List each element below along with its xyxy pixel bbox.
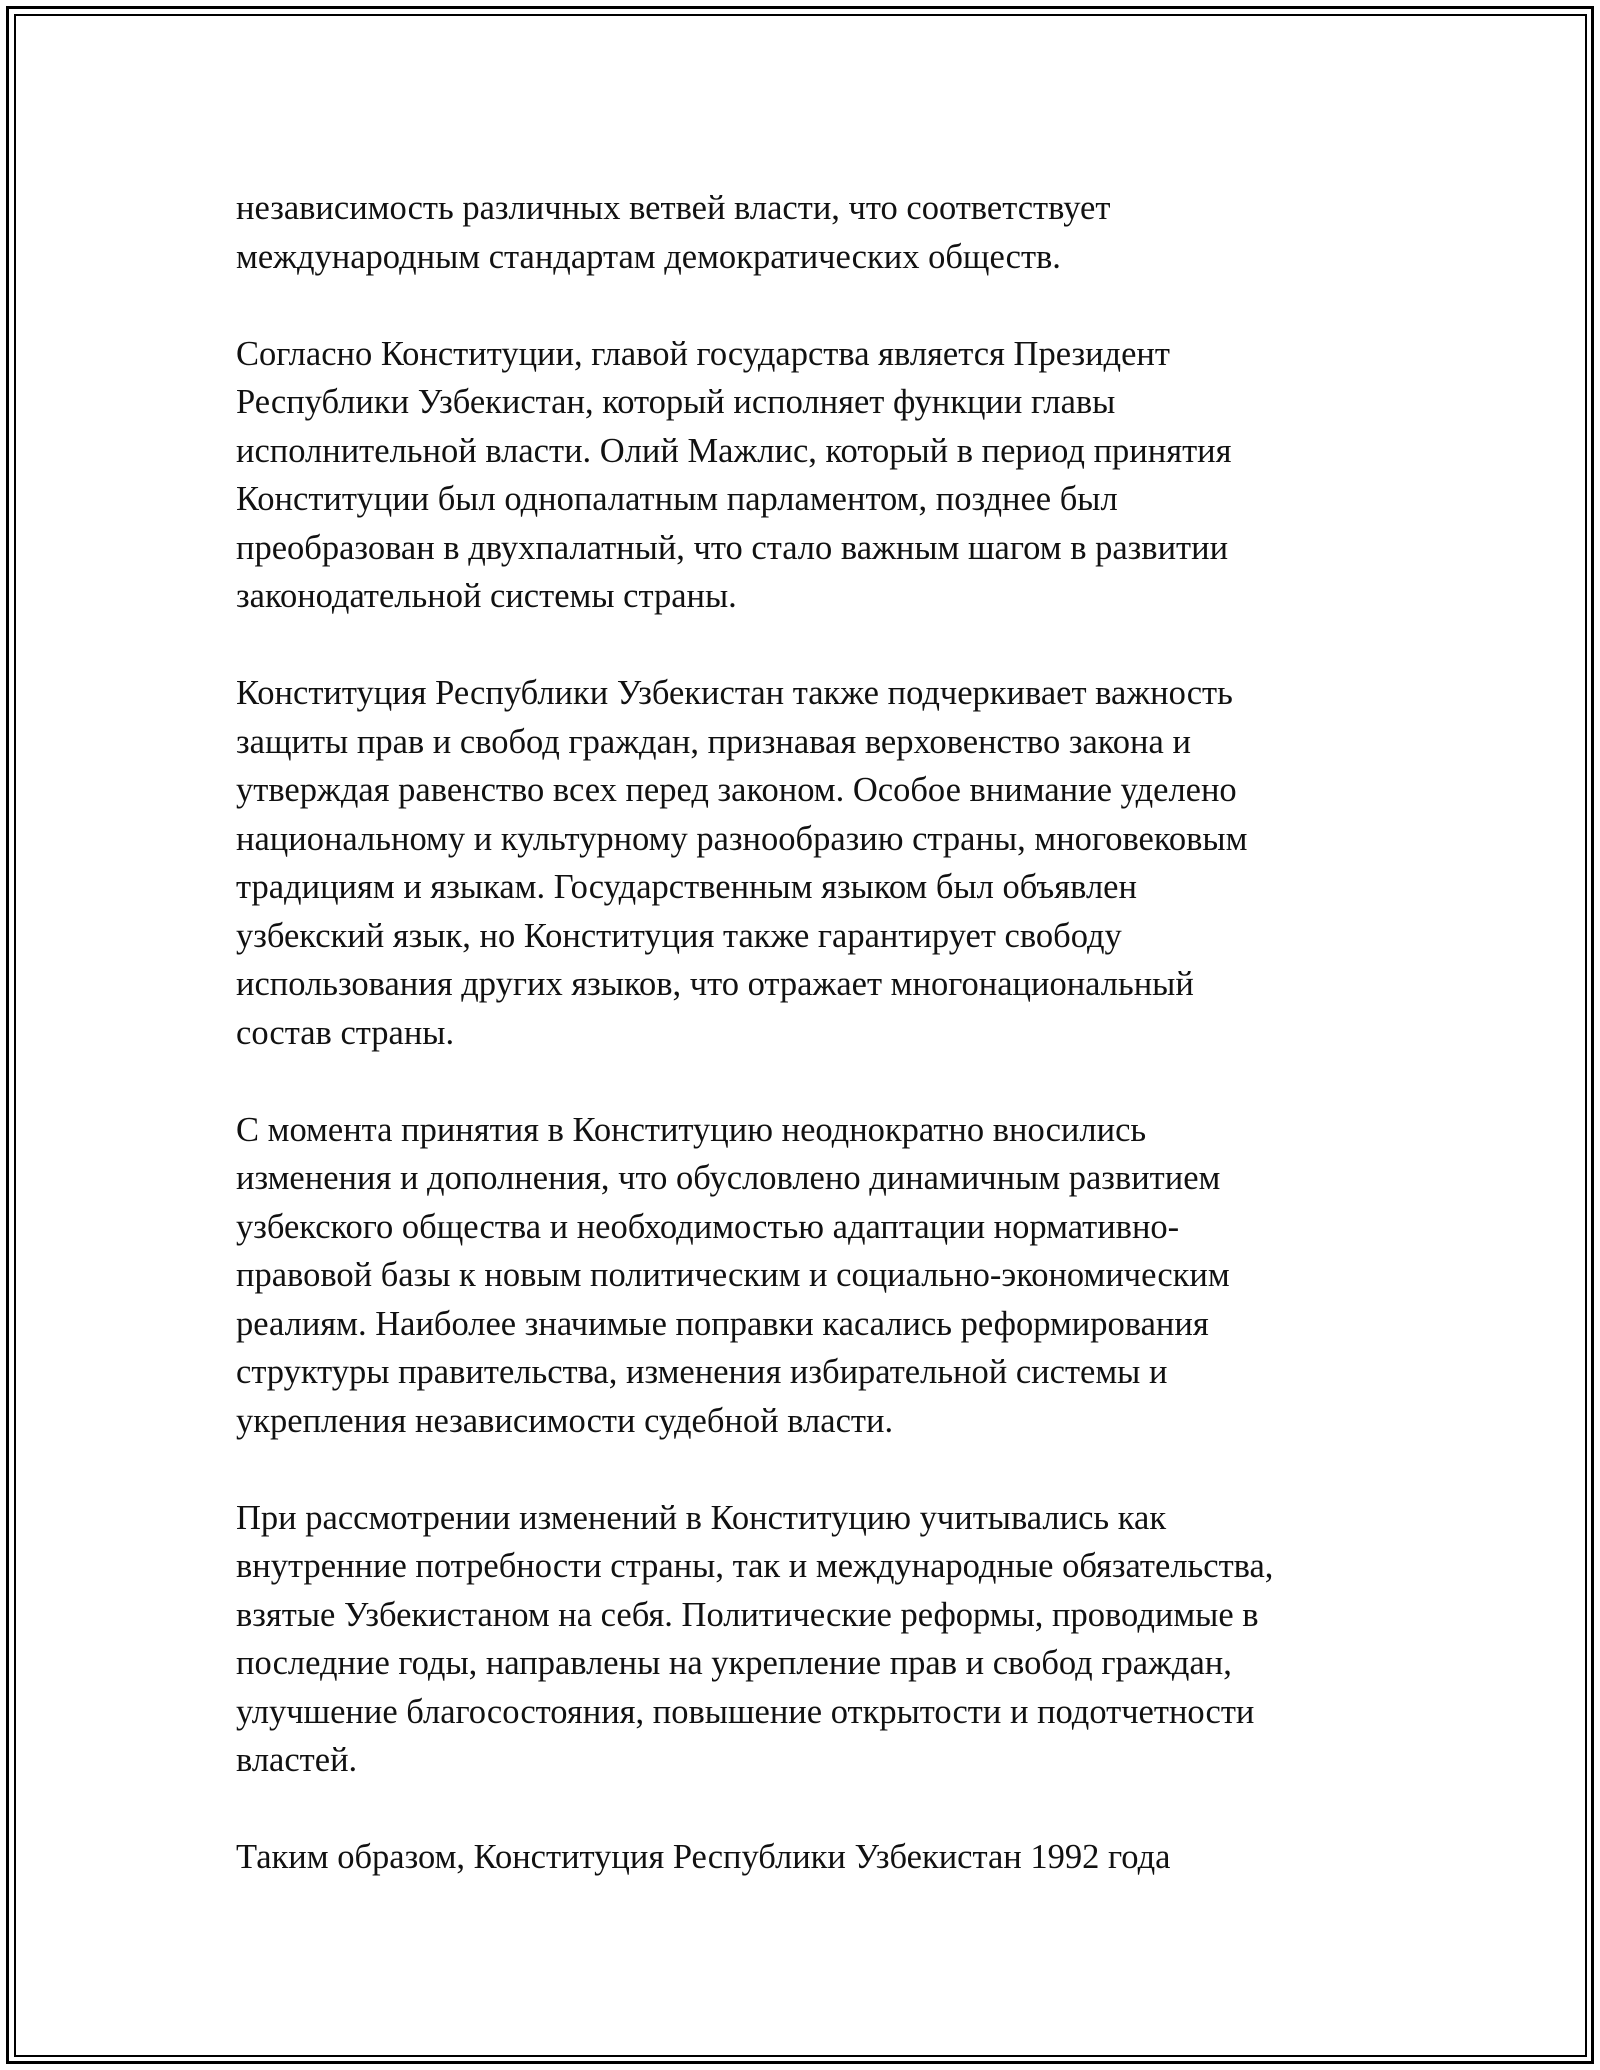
text-line: Согласно Конституции, главой государства является Президент [236,334,1170,373]
text-line: взятые Узбекистаном на себя. Политические реформы, проводимые в [236,1595,1259,1634]
text-line: внутренние потребности страны, так и международные обязательства, [236,1547,1274,1585]
text-line: международным стандартам демократических обществ. [236,237,1061,276]
text-line: изменения и дополнения, что обусловлено динамичным развитием [236,1159,1221,1197]
paragraph [236,669,1366,1057]
text-line: Конституции был однопалатным парламентом, позднее был [236,480,1118,518]
text-line: последние годы, направлены на укрепление прав и свобод граждан, [236,1644,1232,1682]
text-line: утверждая равенство всех перед законом. Особое внимание уделено [236,771,1237,809]
text-line: законодательной системы страны. [236,577,737,615]
text-line: С момента принятия в Конституцию неоднократно вносились [236,1110,1147,1149]
text-line: реалиям. Наиболее значимые поправки касались реформирования [236,1304,1209,1343]
paragraph [236,184,1366,281]
text-line: правовой базы к новым политическим и социально-экономическим [236,1256,1230,1294]
text-line: При рассмотрении изменений в Конституцию учитывались как [236,1498,1167,1537]
text-line: традициям и языкам. Государственным языком был объявлен [236,868,1137,906]
text-line: узбекский язык, но Конституция также гарантирует свободу [236,916,1122,955]
paragraph [236,1494,1366,1785]
text-line: преобразован в двухпалатный, что стало важным шагом в развитии [236,528,1229,567]
text-line: использования других языков, что отражает многонациональный [236,965,1194,1003]
document-body [236,184,1366,1930]
text-line: структуры правительства, изменения избирательной системы и [236,1353,1168,1391]
text-line: национальному и культурному разнообразию страны, многовековым [236,819,1248,858]
text-line: защиты прав и свобод граждан, признавая верховенство закона и [236,722,1191,761]
paragraph [236,1106,1366,1446]
text-line: Республики Узбекистан, который исполняет функции главы [236,383,1116,421]
text-line: узбекского общества и необходимостью адаптации нормативно- [236,1207,1180,1246]
paragraph [236,330,1366,621]
text-line: состав страны. [236,1013,455,1052]
text-line: Таким образом, Конституция Республики Узбекистан 1992 года [236,1838,1171,1876]
text-line: властей. [236,1741,358,1779]
paragraph [236,1833,1366,1882]
text-line: улучшение благосостояния, повышение открытости и подотчетности [236,1692,1255,1731]
text-line: укрепления независимости судебной власти. [236,1401,894,1440]
text-line: независимость различных ветвей власти, что соответствует [236,189,1111,227]
text-line: Конституция Республики Узбекистан также подчеркивает важность [236,674,1233,712]
text-line: исполнительной власти. Олий Мажлис, который в период принятия [236,431,1232,470]
